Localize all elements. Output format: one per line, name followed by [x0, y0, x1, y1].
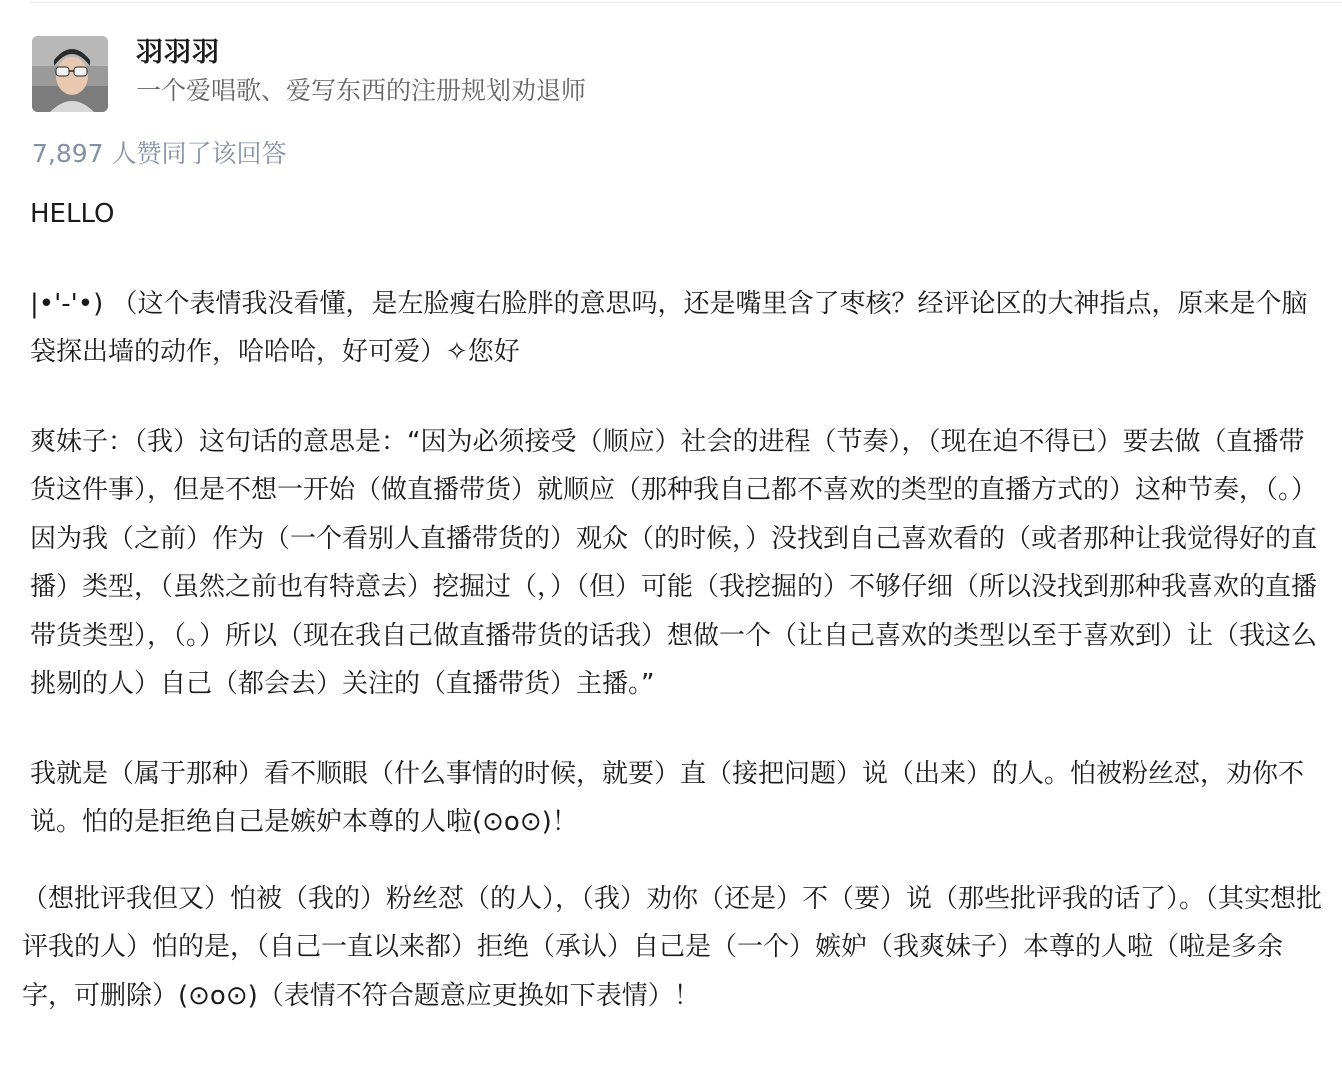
- top-divider: [30, 2, 1342, 3]
- paragraph-explanation: 爽妹子：（我）这句话的意思是：“因为必须接受（顺应）社会的进程（节奏），（现在迫不得已）要去做（直播带货这件事），但是不想一开始（做直播带货）就顺应（那种我自己都不喜欢的类型的直播方式的）这种节奏，（。）因为我（之前）作为（一个看别人直播带货的）观众（的时候，）没找到自己喜欢看的（或者那种让我觉得好的直播）类型，（虽然之前也有特意去）挖掘过（，）（但）可能（我挖掘的）不够仔细（所以没找到那种我喜欢的直播带货类型），（。）所以（现在我自己做直播带货的话我）想做一个（让自己喜欢的类型以至于喜欢到）让（我这么挑剔的人）自己（都会去）关注的（直播带货）主播。”: [30, 426, 1318, 699]
- paragraph-opinion: 我就是（属于那种）看不顺眼（什么事情的时候，就要）直（接把问题）说（出来）的人。怕被粉丝怼，劝你不说。怕的是拒绝自己是嫉妒本尊的人啦(⊙o⊙)！: [30, 758, 1305, 837]
- answer-content: [22, 190, 1326, 1020]
- author-bio: 一个爱唱歌、爱写东西的注册规划劝退师: [136, 76, 587, 105]
- author-info: [32, 36, 586, 112]
- vote-count: 7,897 人赞同了该回答: [32, 139, 287, 168]
- paragraph-greeting: HELLO: [30, 199, 115, 229]
- user-avatar-photo-icon: [32, 36, 108, 112]
- author-name[interactable]: 羽羽羽: [136, 37, 220, 68]
- avatar[interactable]: [32, 36, 108, 112]
- paragraph-emoticon: |•'-'•) （这个表情我没看懂，是左脸瘦右脸胖的意思吗，还是嘴里含了枣核？经评论区的大神指点，原来是个脑袋探出墙的动作，哈哈哈，好可爱）✧您好: [30, 288, 1308, 367]
- paragraph-clarification: （想批评我但又）怕被（我的）粉丝怼（的人），（我）劝你（还是）不（要）说（那些批评我的话了）。（其实想批评我的人）怕的是，（自己一直以来都）拒绝（承认）自己是（一个）嫉妒（我爽妹子）本尊的人啦（啦是多余字，可删除）(⊙o⊙)（表情不符合题意应更换如下表情）！: [22, 883, 1323, 1011]
